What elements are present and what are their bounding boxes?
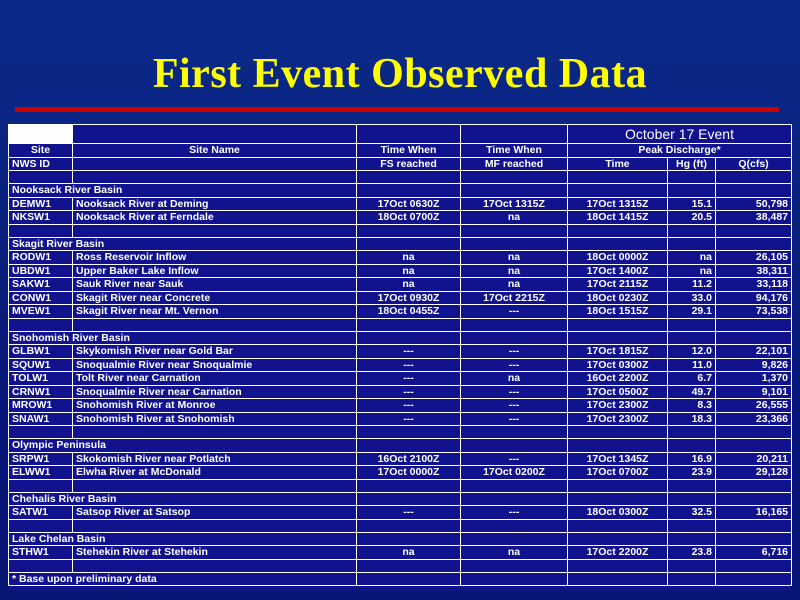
peak-discharge: 29,128 [716,466,792,480]
empty-cell [716,184,792,198]
basin-name: Nooksack River Basin [9,184,357,198]
mf-reached-time: --- [461,399,568,413]
col-header-peak-discharge: Peak Discharge* [568,144,792,158]
peak-stage: 11.2 [668,278,716,292]
empty-cell [716,479,792,492]
spacer-row [9,318,792,331]
mf-reached-time: --- [461,358,568,372]
peak-stage: 12.0 [668,345,716,359]
mf-reached-time: --- [461,506,568,520]
empty-cell [461,492,568,506]
col-header-q: Q(cfs) [716,157,792,171]
spacer-row [9,479,792,492]
site-id: SAKW1 [9,278,73,292]
site-id: NKSW1 [9,211,73,225]
spacer-row [9,426,792,439]
empty-cell [568,184,668,198]
table-row [9,399,792,413]
empty-cell [357,331,461,345]
peak-time: 17Oct 0300Z [568,358,668,372]
header-row-1 [9,144,792,158]
site-name: Stehekin River at Stehekin [73,546,357,560]
empty-cell [668,184,716,198]
peak-stage: 23.9 [668,466,716,480]
col-header-site-name: Site Name [73,144,357,158]
header-corner-blank [9,125,73,144]
empty-cell [716,171,792,184]
empty-cell [668,492,716,506]
empty-cell [668,479,716,492]
basin-name: Snohomish River Basin [9,331,357,345]
empty-cell [357,492,461,506]
empty-cell [568,331,668,345]
col-header-mf-reached: MF reached [461,157,568,171]
fs-reached-time: 16Oct 2100Z [357,452,461,466]
site-id: ELWW1 [9,466,73,480]
empty-cell [668,318,716,331]
empty-cell [668,331,716,345]
spacer-row [9,171,792,184]
empty-cell [568,171,668,184]
peak-stage: 15.1 [668,197,716,211]
event-title: October 17 Event [568,125,792,144]
empty-cell [668,171,716,184]
fs-reached-time: --- [357,399,461,413]
empty-cell [461,572,568,586]
empty-cell [461,224,568,237]
col-header-hg: Hg (ft) [668,157,716,171]
empty-cell [357,184,461,198]
empty-cell [716,519,792,532]
observed-data-table [8,124,792,586]
empty-cell [716,224,792,237]
peak-stage: 32.5 [668,506,716,520]
title-divider [15,107,779,112]
peak-discharge: 26,555 [716,399,792,413]
empty-cell [716,559,792,572]
mf-reached-time: --- [461,305,568,319]
peak-stage: 23.8 [668,546,716,560]
table-row [9,278,792,292]
site-id: GLBW1 [9,345,73,359]
table-row [9,385,792,399]
fs-reached-time: --- [357,506,461,520]
fs-reached-time: na [357,264,461,278]
site-name: Elwha River at McDonald [73,466,357,480]
site-name: Skokomish River near Potlatch [73,452,357,466]
mf-reached-time: --- [461,412,568,426]
site-id: CONW1 [9,291,73,305]
peak-discharge: 23,366 [716,412,792,426]
site-name: Upper Baker Lake Inflow [73,264,357,278]
basin-header-row [9,532,792,546]
site-name: Nooksack River at Deming [73,197,357,211]
peak-stage: 6.7 [668,372,716,386]
empty-cell [568,492,668,506]
fs-reached-time: --- [357,412,461,426]
peak-discharge: 26,105 [716,251,792,265]
empty-cell [568,479,668,492]
peak-discharge: 73,538 [716,305,792,319]
peak-time: 17Oct 1400Z [568,264,668,278]
empty-cell [9,318,73,331]
peak-stage: 16.9 [668,452,716,466]
fs-reached-time: na [357,251,461,265]
site-name: Snohomish River at Monroe [73,399,357,413]
empty-cell [461,479,568,492]
empty-cell [716,572,792,586]
mf-reached-time: na [461,372,568,386]
site-name: Snoqualmie River near Carnation [73,385,357,399]
empty-cell [9,559,73,572]
peak-discharge: 20,211 [716,452,792,466]
peak-discharge: 9,826 [716,358,792,372]
empty-cell [668,559,716,572]
empty-cell [568,559,668,572]
site-name: Snoqualmie River near Snoqualmie [73,358,357,372]
spacer-row [9,559,792,572]
empty-cell [73,318,357,331]
empty-cell [461,331,568,345]
table-row [9,291,792,305]
peak-stage: na [668,251,716,265]
spacer-row [9,519,792,532]
basin-name: Chehalis River Basin [9,492,357,506]
empty-cell [568,237,668,251]
peak-time: 17Oct 1815Z [568,345,668,359]
mf-reached-time: na [461,211,568,225]
fs-reached-time: --- [357,372,461,386]
empty-cell [716,237,792,251]
site-name: Skagit River near Concrete [73,291,357,305]
peak-discharge: 50,798 [716,197,792,211]
table-row [9,358,792,372]
empty-cell [73,426,357,439]
site-name: Satsop River at Satsop [73,506,357,520]
table-row [9,197,792,211]
mf-reached-time: na [461,264,568,278]
empty-cell [461,426,568,439]
empty-cell [73,171,357,184]
empty-cell [9,171,73,184]
peak-discharge: 38,487 [716,211,792,225]
spacer-row [9,224,792,237]
fs-reached-time: na [357,278,461,292]
peak-discharge: 9,101 [716,385,792,399]
peak-time: 17Oct 0700Z [568,466,668,480]
empty-cell [716,426,792,439]
empty-cell [461,559,568,572]
empty-cell [357,439,461,453]
peak-time: 17Oct 2300Z [568,399,668,413]
peak-stage: 8.3 [668,399,716,413]
site-name: Tolt River near Carnation [73,372,357,386]
mf-reached-time: --- [461,385,568,399]
site-name: Skagit River near Mt. Vernon [73,305,357,319]
peak-discharge: 1,370 [716,372,792,386]
mf-reached-time: na [461,251,568,265]
peak-time: 18Oct 1415Z [568,211,668,225]
site-name: Snohomish River at Snohomish [73,412,357,426]
site-id: CRNW1 [9,385,73,399]
site-name: Skykomish River near Gold Bar [73,345,357,359]
site-id: SATW1 [9,506,73,520]
empty-cell [73,479,357,492]
site-id: MVEW1 [9,305,73,319]
mf-reached-time: --- [461,452,568,466]
empty-cell [568,439,668,453]
empty-cell [357,224,461,237]
empty-cell [461,171,568,184]
peak-time: 17Oct 1315Z [568,197,668,211]
peak-time: 18Oct 1515Z [568,305,668,319]
basin-header-row [9,184,792,198]
site-id: DEMW1 [9,197,73,211]
col-header-time-when-fs: Time When [357,144,461,158]
peak-discharge: 33,118 [716,278,792,292]
peak-time: 17Oct 2300Z [568,412,668,426]
peak-stage: 49.7 [668,385,716,399]
empty-cell [357,426,461,439]
empty-cell [568,224,668,237]
table-row [9,264,792,278]
empty-cell [568,572,668,586]
basin-header-row [9,237,792,251]
empty-cell [357,479,461,492]
table-row [9,506,792,520]
peak-time: 18Oct 0000Z [568,251,668,265]
peak-stage: 11.0 [668,358,716,372]
mf-reached-time: 17Oct 1315Z [461,197,568,211]
header-row-2 [9,157,792,171]
basin-name: Olympic Peninsula [9,439,357,453]
fs-reached-time: --- [357,345,461,359]
site-id: TOLW1 [9,372,73,386]
peak-time: 18Oct 0230Z [568,291,668,305]
mf-reached-time: na [461,278,568,292]
col-header-site: Site [9,144,73,158]
empty-cell [716,331,792,345]
table-row [9,452,792,466]
site-id: STHW1 [9,546,73,560]
peak-discharge: 6,716 [716,546,792,560]
empty-cell [461,184,568,198]
fs-reached-time: --- [357,385,461,399]
peak-discharge: 94,176 [716,291,792,305]
fs-reached-time: 18Oct 0455Z [357,305,461,319]
fs-reached-time: 18Oct 0700Z [357,211,461,225]
peak-discharge: 22,101 [716,345,792,359]
empty-cell [668,532,716,546]
table-row [9,305,792,319]
table-row [9,372,792,386]
empty-cell [716,439,792,453]
empty-cell [357,559,461,572]
observed-data-table-container [8,124,791,590]
peak-stage: 18.3 [668,412,716,426]
empty-cell [668,572,716,586]
peak-stage: 20.5 [668,211,716,225]
empty-cell [357,318,461,331]
peak-stage: 33.0 [668,291,716,305]
empty-cell [568,532,668,546]
table-row [9,251,792,265]
peak-time: 18Oct 0300Z [568,506,668,520]
site-id: SNAW1 [9,412,73,426]
fs-reached-time: 17Oct 0000Z [357,466,461,480]
col-header-nws-id: NWS ID [9,157,73,171]
basin-header-row [9,439,792,453]
fs-reached-time: --- [357,358,461,372]
empty-cell [357,532,461,546]
table-row [9,211,792,225]
site-id: SRPW1 [9,452,73,466]
empty-cell [73,559,357,572]
site-name: Nooksack River at Ferndale [73,211,357,225]
fs-reached-time: na [357,546,461,560]
empty-cell [357,572,461,586]
site-id: SQUW1 [9,358,73,372]
empty-cell [9,519,73,532]
empty-cell [461,318,568,331]
col-header-fs-reached: FS reached [357,157,461,171]
site-id: MROW1 [9,399,73,413]
empty-cell [668,519,716,532]
empty-cell [73,224,357,237]
basin-name: Skagit River Basin [9,237,357,251]
peak-time: 17Oct 0500Z [568,385,668,399]
peak-time: 17Oct 1345Z [568,452,668,466]
basin-header-row [9,331,792,345]
empty-cell [73,519,357,532]
peak-time: 17Oct 2115Z [568,278,668,292]
mf-reached-time: na [461,546,568,560]
empty-cell [461,532,568,546]
site-id: UBDW1 [9,264,73,278]
site-id: RODW1 [9,251,73,265]
empty-cell [9,426,73,439]
table-row [9,412,792,426]
empty-cell [668,237,716,251]
page-title: First Event Observed Data [152,51,648,97]
empty-cell [461,439,568,453]
empty-cell [9,479,73,492]
col-header-time: Time [568,157,668,171]
basin-name: Lake Chelan Basin [9,532,357,546]
site-name: Sauk River near Sauk [73,278,357,292]
empty-cell [668,224,716,237]
footnote-row [9,572,792,586]
mf-reached-time: --- [461,345,568,359]
empty-cell [668,439,716,453]
empty-cell [357,171,461,184]
peak-stage: na [668,264,716,278]
empty-cell [568,519,668,532]
fs-reached-time: 17Oct 0630Z [357,197,461,211]
peak-stage: 29.1 [668,305,716,319]
empty-cell [9,224,73,237]
empty-cell [716,532,792,546]
footnote: * Base upon preliminary data [9,572,357,586]
peak-discharge: 38,311 [716,264,792,278]
empty-cell [568,426,668,439]
table-row [9,546,792,560]
peak-discharge: 16,165 [716,506,792,520]
peak-time: 16Oct 2200Z [568,372,668,386]
peak-time: 17Oct 2200Z [568,546,668,560]
empty-cell [357,237,461,251]
mf-reached-time: 17Oct 2215Z [461,291,568,305]
fs-reached-time: 17Oct 0930Z [357,291,461,305]
event-header-row [9,125,792,144]
basin-header-row [9,492,792,506]
site-name: Ross Reservoir Inflow [73,251,357,265]
col-header-time-when-mf: Time When [461,144,568,158]
table-row [9,466,792,480]
empty-cell [461,237,568,251]
empty-cell [568,318,668,331]
mf-reached-time: 17Oct 0200Z [461,466,568,480]
empty-cell [716,318,792,331]
empty-cell [357,519,461,532]
table-row [9,345,792,359]
empty-cell [461,519,568,532]
empty-cell [716,492,792,506]
empty-cell [668,426,716,439]
